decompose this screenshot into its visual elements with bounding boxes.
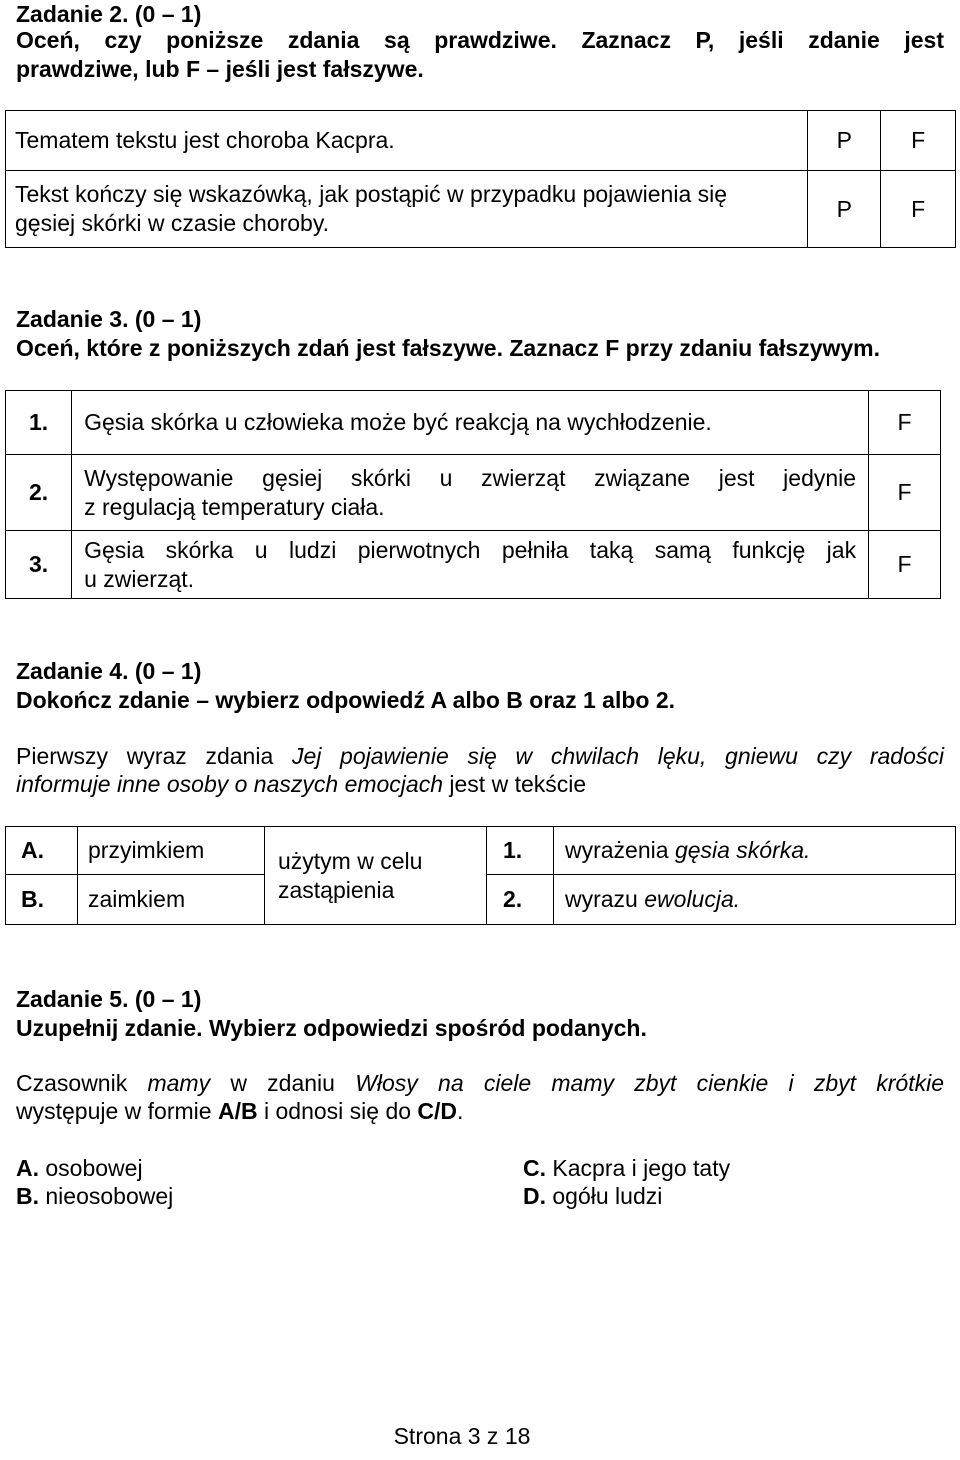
task5-instruction: Uzupełnij zdanie. Wybierz odpowiedzi spośród podanych.: [16, 1015, 647, 1041]
task5-option-c[interactable]: C. Kacpra i jego taty: [523, 1155, 731, 1181]
task3-heading: Zadanie 3. (0 – 1): [16, 306, 202, 332]
task5-option-d[interactable]: D. ogółu ludzi: [523, 1183, 663, 1209]
task3-row-3-num: 3.: [6, 531, 72, 599]
task3-row-1-f[interactable]: F: [869, 391, 941, 455]
task4-option-2-num[interactable]: 2.: [487, 875, 554, 925]
task3-row-3: [6, 531, 941, 599]
task2-row-1-f[interactable]: F: [881, 111, 956, 171]
task2-row-1-text: Tematem tekstu jest choroba Kacpra.: [15, 127, 395, 153]
task2-row-1-p[interactable]: P: [808, 111, 881, 171]
task4-option-2-text[interactable]: wyrazu ewolucja.: [554, 875, 956, 925]
task3-row-2-f[interactable]: F: [869, 455, 941, 531]
task3-row-3-f[interactable]: F: [869, 531, 941, 599]
task3-row-3-text-line1: Gęsia skórka u ludzi pierwotnych pełniła taką samą funkcję jak: [84, 536, 857, 563]
task3-points: (0 – 1): [134, 306, 202, 332]
task4-options-table: [5, 826, 956, 925]
task3-row-2: [6, 455, 941, 531]
task3-row-3-text-line2: u zwierząt.: [84, 565, 195, 592]
task2-heading: Zadanie 2. (0 – 1): [16, 1, 202, 27]
task2-row-2-text-line1: Tekst kończy się wskazówką, jak postąpić w przypadku pojawienia się: [15, 181, 728, 207]
task4-points: (0 – 1): [134, 658, 202, 684]
task3-instruction: Oceń, które z poniższych zdań jest fałszywe. Zaznacz F przy zdaniu fałszywym.: [16, 335, 881, 361]
task4-option-a-letter[interactable]: A.: [6, 827, 78, 875]
task2-row-1: [6, 111, 956, 171]
task3-row-2-text-line1: Występowanie gęsiej skórki u zwierząt związane jest jedynie: [84, 464, 857, 491]
task4-option-1-num[interactable]: 1.: [487, 827, 554, 875]
task2-row-2-text-line2: gęsiej skórki w czasie choroby.: [15, 210, 330, 236]
task3-row-1: [6, 391, 941, 455]
page-footer: Strona 3 z 18: [393, 1423, 531, 1449]
task4-option-b-letter[interactable]: B.: [6, 875, 78, 925]
task2-row-2-p[interactable]: P: [808, 171, 881, 248]
task3-row-2-text-line2: z regulacją temperatury ciała.: [84, 493, 385, 520]
task2-instruction-line2: prawdziwe, lub F – jeśli jest fałszywe.: [16, 56, 424, 82]
task5-option-a[interactable]: A. osobowej: [16, 1155, 143, 1181]
task4-option-1-text[interactable]: wyrażenia gęsia skórka.: [554, 827, 956, 875]
task2-instruction-line1: Oceń, czy poniższe zdania są prawdziwe. Zaznacz P, jeśli zdanie jest: [16, 27, 944, 53]
task2-row-2: [6, 171, 956, 248]
task3-table: [5, 390, 941, 599]
task4-instruction: Dokończ zdanie – wybierz odpowiedź A albo B oraz 1 albo 2.: [16, 687, 676, 713]
task4-option-b-text[interactable]: zaimkiem: [78, 875, 265, 925]
task5-sentence-line1: Czasownik mamy w zdaniu Włosy na ciele mamy zbyt cienkie i zbyt krótkie: [16, 1070, 944, 1096]
task3-row-2-num: 2.: [6, 455, 72, 531]
task4-middle-text: użytym w celu zastąpienia: [265, 827, 487, 925]
task2-table: [5, 110, 956, 248]
task3-row-1-num: 1.: [6, 391, 72, 455]
task5-sentence-line2: występuje w formie A/B i odnosi się do C/D.: [16, 1098, 464, 1124]
task2-row-2-f[interactable]: F: [881, 171, 956, 248]
task4-sentence-line1: Pierwszy wyraz zdania Jej pojawienie się w chwilach lęku, gniewu czy radości: [16, 743, 944, 769]
task5-points: (0 – 1): [134, 986, 202, 1012]
task3-row-1-text: Gęsia skórka u człowieka może być reakcją na wychłodzenie.: [84, 409, 712, 435]
task4-option-a-text[interactable]: przyimkiem: [78, 827, 265, 875]
task5-option-b[interactable]: B. nieosobowej: [16, 1183, 174, 1209]
task4-heading: Zadanie 4. (0 – 1): [16, 658, 202, 684]
task5-heading: Zadanie 5. (0 – 1): [16, 986, 202, 1012]
task4-sentence-line2: informuje inne osoby o naszych emocjach jest w tekście: [16, 771, 587, 797]
task2-points: (0 – 1): [134, 1, 202, 27]
